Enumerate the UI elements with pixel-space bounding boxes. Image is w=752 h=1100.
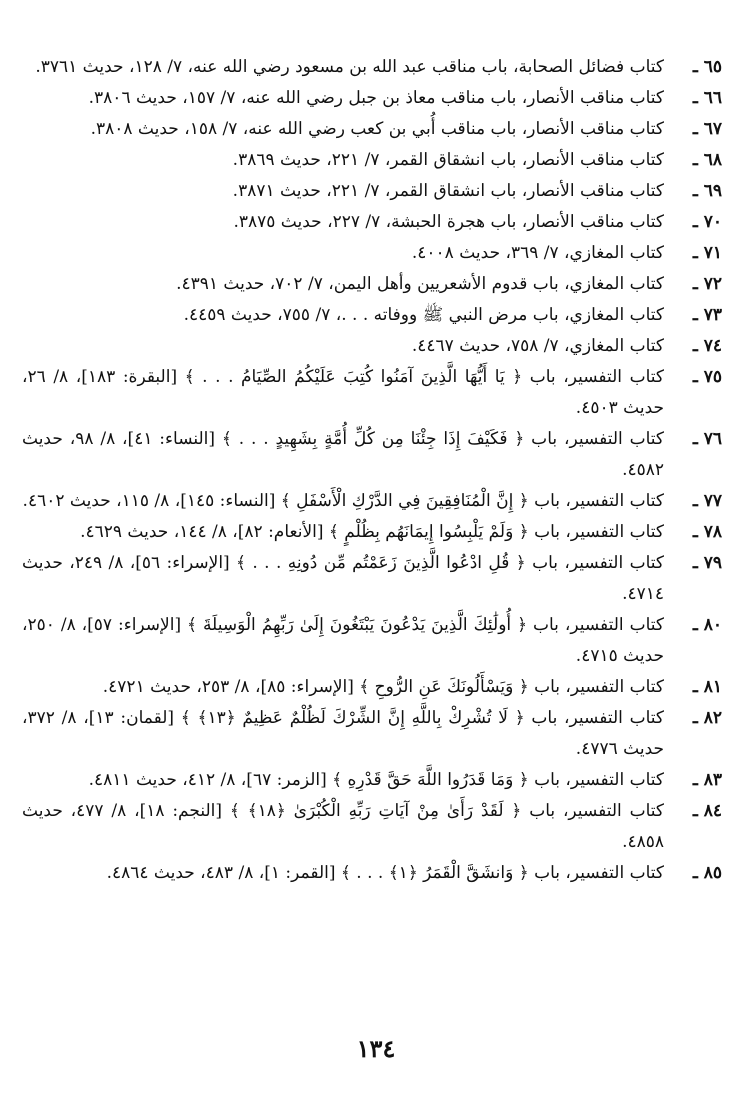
footnote-text: كتاب التفسير، باب ﴿ لَا تُشْرِكْ بِاللَّهِ إِنَّ الشِّرْكَ لَظُلْمٌ عَظِيمٌ ﴿١٣﴾ ﴾ [لقمان: ١٣]، ٨/ ٣٧٢، حديث ٤٧٧٦. [22,708,664,759]
footnote-70 [22,207,722,238]
footnote-number: ٧٢ ـ [692,274,722,294]
footnote-82 [22,703,722,765]
footnote-number: ٨١ ـ [692,677,722,697]
footnote-number: ٦٩ ـ [692,181,722,201]
footnote-number: ٨٢ ـ [692,708,722,728]
footnote-69 [22,176,722,207]
footnote-77 [22,486,722,517]
footnote-65 [22,52,722,83]
footnotes-list [22,52,722,889]
footnote-number: ٧١ ـ [692,243,722,263]
footnote-text: كتاب المغازي، باب قدوم الأشعريين وأهل اليمن، ٧/ ٧٠٢، حديث ٤٣٩١. [176,274,664,294]
footnote-text: كتاب التفسير، باب ﴿ وَمَا قَدَرُوا اللَّهَ حَقَّ قَدْرِهِ ﴾ [الزمر: ٦٧]، ٨/ ٤١٢، حديث ٤٨١١. [88,770,664,790]
footnote-number: ٧٦ ـ [692,429,722,449]
footnote-number: ٦٦ ـ [692,88,722,108]
footnote-number: ٧٠ ـ [692,212,722,232]
footnote-number: ٦٧ ـ [692,119,722,139]
footnote-81 [22,672,722,703]
footnote-text: كتاب فضائل الصحابة، باب مناقب عبد الله بن مسعود رضي الله عنه، ٧/ ١٢٨، حديث ٣٧٦١. [35,57,664,77]
footnote-78 [22,517,722,548]
footnote-text: كتاب التفسير، باب ﴿ إِنَّ الْمُنَافِقِينَ فِي الدَّرْكِ الْأَسْفَلِ ﴾ [النساء: ١٤٥]، ٨/ ١١٥، حديث ٤٦٠٢. [22,491,664,511]
footnote-80 [22,610,722,672]
footnote-number: ٧٧ ـ [692,491,722,511]
footnote-number: ٧٤ ـ [692,336,722,356]
footnote-number: ٧٥ ـ [692,367,722,387]
footnote-66 [22,83,722,114]
footnote-74 [22,331,722,362]
footnote-85 [22,858,722,889]
footnote-71 [22,238,722,269]
footnote-text: كتاب التفسير، باب ﴿ أُولَٰئِكَ الَّذِينَ يَدْعُونَ يَبْتَغُونَ إِلَىٰ رَبِّهِمُ الْوَسِيلَةَ ﴾ [الإسراء: ٥٧]، ٨/ ٢٥٠، حديث ٤٧١٥. [22,615,664,666]
footnote-text: كتاب مناقب الأنصار، باب مناقب أُبي بن كعب رضي الله عنه، ٧/ ١٥٨، حديث ٣٨٠٨. [90,119,664,139]
footnote-text: كتاب التفسير، باب ﴿ يَا أَيُّهَا الَّذِينَ آمَنُوا كُتِبَ عَلَيْكُمُ الصِّيَامُ . . . ﴾ [البقرة: ١٨٣]، ٨/ ٢٦، حديث ٤٥٠٣. [22,367,664,418]
footnote-number: ٨٠ ـ [692,615,722,635]
footnote-text: كتاب مناقب الأنصار، باب انشقاق القمر، ٧/ ٢٢١، حديث ٣٨٧١. [232,181,664,201]
footnote-text: كتاب مناقب الأنصار، باب هجرة الحبشة، ٧/ ٢٢٧، حديث ٣٨٧٥. [233,212,664,232]
footnote-79 [22,548,722,610]
footnote-text: كتاب المغازي، باب مرض النبي ﷺ ووفاته . . .، ٧/ ٧٥٥، حديث ٤٤٥٩. [183,305,664,325]
footnote-text: كتاب التفسير، باب ﴿ وَانشَقَّ الْقَمَرُ ﴿١﴾ . . . ﴾ [القمر: ١]، ٨/ ٤٨٣، حديث ٤٨٦٤. [106,863,664,883]
footnote-text: كتاب التفسير، باب ﴿ قُلِ ادْعُوا الَّذِينَ زَعَمْتُم مِّن دُونِهِ . . . ﴾ [الإسراء: ٥٦]، ٨/ ٢٤٩، حديث ٤٧١٤. [22,553,664,604]
footnote-84 [22,796,722,858]
footnote-number: ٧٨ ـ [692,522,722,542]
footnote-72 [22,269,722,300]
footnote-text: كتاب التفسير، باب ﴿ لَقَدْ رَأَىٰ مِنْ آيَاتِ رَبِّهِ الْكُبْرَىٰ ﴿١٨﴾ ﴾ [النجم: ١٨]، ٨/ ٤٧٧، حديث ٤٨٥٨. [22,801,664,852]
footnote-text: كتاب مناقب الأنصار، باب مناقب معاذ بن جبل رضي الله عنه، ٧/ ١٥٧، حديث ٣٨٠٦. [88,88,664,108]
footnote-text: كتاب التفسير، باب ﴿ وَلَمْ يَلْبِسُوا إِيمَانَهُم بِظُلْمٍ ﴾ [الأنعام: ٨٢]، ٨/ ١٤٤، حديث ٤٦٢٩. [80,522,664,542]
footnote-76 [22,424,722,486]
footnote-number: ٦٨ ـ [692,150,722,170]
footnote-number: ٨٥ ـ [692,863,722,883]
footnote-83 [22,765,722,796]
page-number: ١٣٤ [356,1034,396,1063]
footnote-text: كتاب المغازي، ٧/ ٣٦٩، حديث ٤٠٠٨. [411,243,664,263]
footnote-text: كتاب التفسير، باب ﴿ فَكَيْفَ إِذَا جِئْنَا مِن كُلِّ أُمَّةٍ بِشَهِيدٍ . . . ﴾ [النساء: ٤١]، ٨/ ٩٨، حديث ٤٥٨٢. [22,429,665,480]
footnote-67 [22,114,722,145]
footnote-75 [22,362,722,424]
footnote-text: كتاب مناقب الأنصار، باب انشقاق القمر، ٧/ ٢٢١، حديث ٣٨٦٩. [232,150,664,170]
footnote-73 [22,300,722,331]
footnote-text: كتاب المغازي، ٧/ ٧٥٨، حديث ٤٤٦٧. [411,336,664,356]
footnote-number: ٧٣ ـ [692,305,722,325]
footnote-number: ٨٣ ـ [692,770,722,790]
footnote-number: ٧٩ ـ [692,553,722,573]
footnote-68 [22,145,722,176]
footnote-number: ٨٤ ـ [692,801,722,821]
footnote-text: كتاب التفسير، باب ﴿ وَيَسْأَلُونَكَ عَنِ الرُّوحِ ﴾ [الإسراء: ٨٥]، ٨/ ٢٥٣، حديث ٤٧٢١. [102,677,664,697]
footnote-number: ٦٥ ـ [692,57,722,77]
